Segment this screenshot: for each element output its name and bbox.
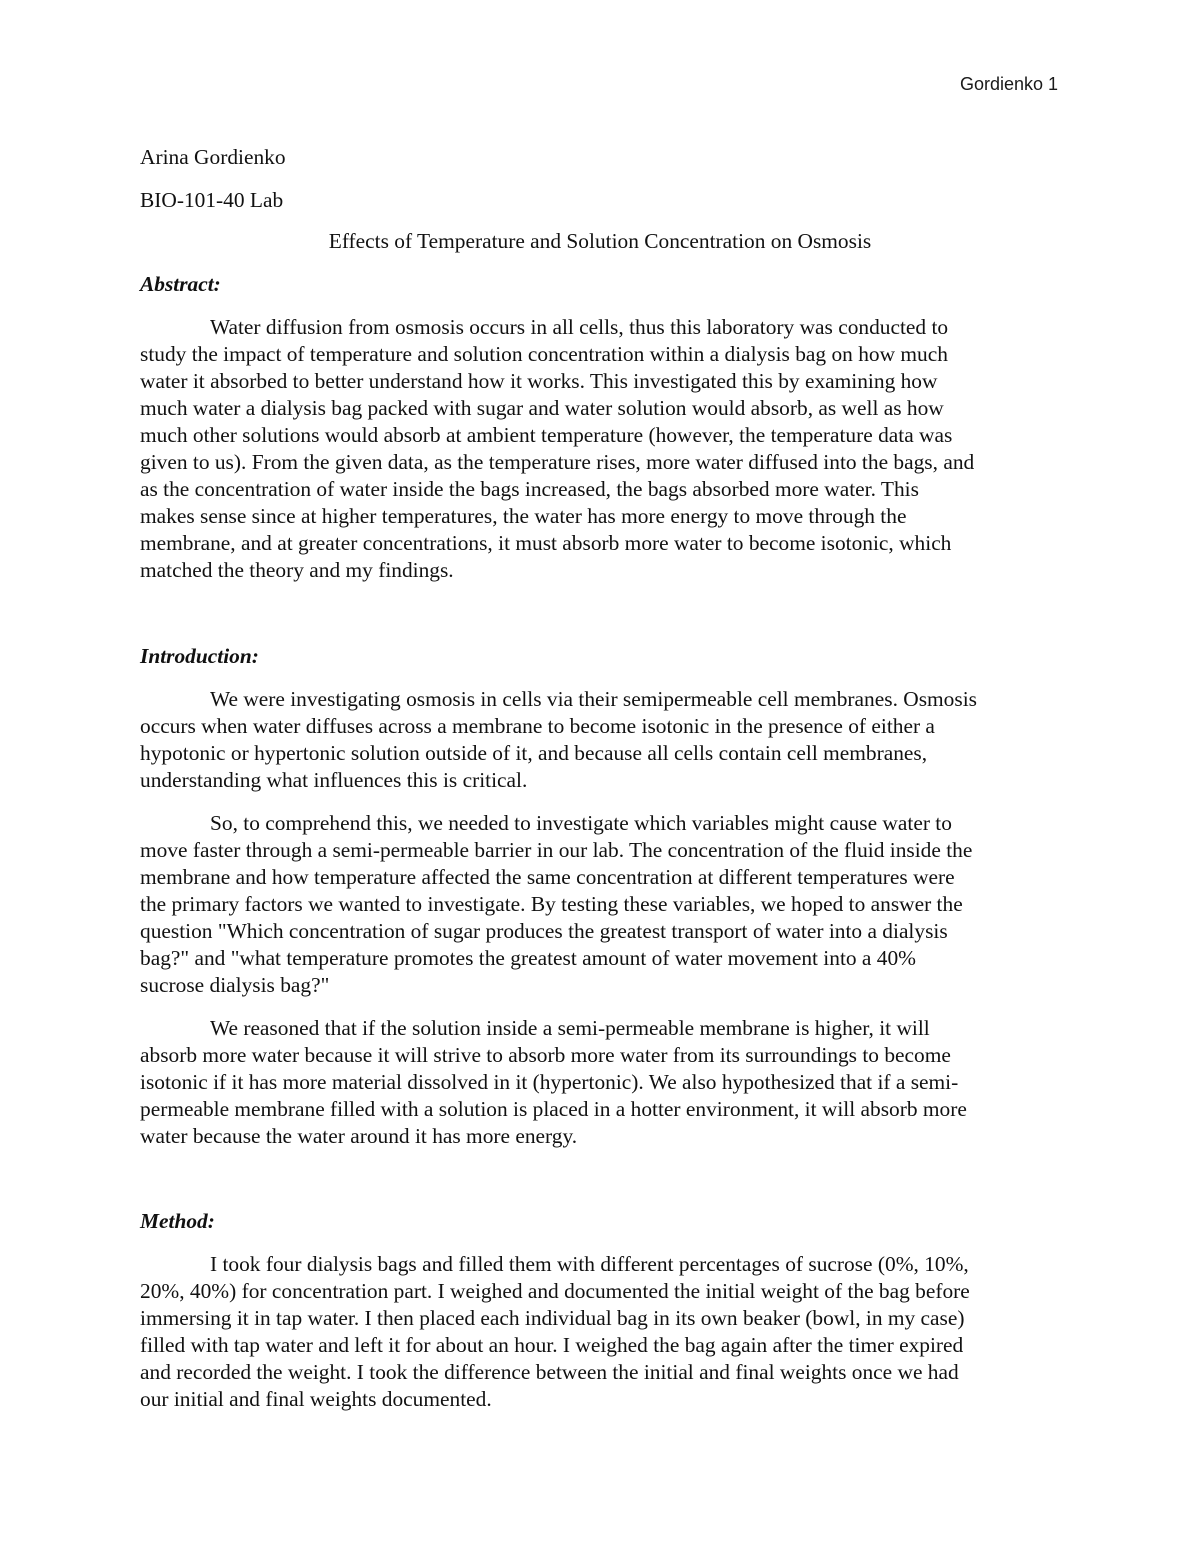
text-line: understanding what influences this is critical. [140, 768, 528, 792]
text-line: absorb more water because it will strive to absorb more water from its surroundings to become [140, 1043, 951, 1067]
text-line: 20%, 40%) for concentration part. I weighed and documented the initial weight of the bag before [140, 1279, 970, 1303]
course-name: BIO-101-40 Lab [140, 188, 284, 212]
text-line: bag?" and "what temperature promotes the greatest amount of water movement into a 40% [140, 946, 916, 970]
text-line: water it absorbed to better understand how it works. This investigated this by examining how [140, 369, 938, 393]
author-name: Arina Gordienko [140, 145, 286, 169]
introduction-paragraph-1 [140, 686, 1070, 794]
text-line: question "Which concentration of sugar produces the greatest transport of water into a dialysis [140, 919, 948, 943]
text-line: isotonic if it has more material dissolved in it (hypertonic). We also hypothesized that if a semi- [140, 1070, 959, 1094]
text-line: I took four dialysis bags and filled them with different percentages of sucrose (0%, 10%, [210, 1252, 969, 1276]
text-line: move faster through a semi-permeable barrier in our lab. The concentration of the fluid inside the [140, 838, 973, 862]
text-line: matched the theory and my findings. [140, 558, 454, 582]
introduction-heading: Introduction: [140, 644, 259, 668]
text-line: So, to comprehend this, we needed to investigate which variables might cause water to [210, 811, 952, 835]
introduction-paragraph-2 [140, 810, 1070, 999]
text-line: our initial and final weights documented. [140, 1387, 492, 1411]
text-line: We were investigating osmosis in cells via their semipermeable cell membranes. Osmosis [210, 687, 977, 711]
running-head: Gordienko 1 [959, 74, 1058, 94]
text-line: hypotonic or hypertonic solution outside of it, and because all cells contain cell membranes, [140, 741, 928, 765]
text-line: given to us). From the given data, as the temperature rises, more water diffused into the bags, and [140, 450, 975, 474]
method-paragraph [140, 1251, 1070, 1413]
introduction-paragraph-3 [140, 1015, 1070, 1150]
text-line: water because the water around it has more energy. [140, 1124, 578, 1148]
text-line: makes sense since at higher temperatures, the water has more energy to move through the [140, 504, 907, 528]
text-line: as the concentration of water inside the bags increased, the bags absorbed more water. This [140, 477, 919, 501]
text-line: We reasoned that if the solution inside a semi-permeable membrane is higher, it will [210, 1016, 930, 1040]
text-line: much water a dialysis bag packed with sugar and water solution would absorb, as well as how [140, 396, 944, 420]
text-line: much other solutions would absorb at ambient temperature (however, the temperature data was [140, 423, 953, 447]
text-line: membrane and how temperature affected the same concentration at different temperatures were [140, 865, 955, 889]
text-line: sucrose dialysis bag?" [140, 973, 330, 997]
text-line: membrane, and at greater concentrations, it must absorb more water to become isotonic, which [140, 531, 952, 555]
text-line: the primary factors we wanted to investigate. By testing these variables, we hoped to answer the [140, 892, 963, 916]
method-heading: Method: [140, 1209, 215, 1233]
text-line: filled with tap water and left it for about an hour. I weighed the bag again after the timer expired [140, 1333, 964, 1357]
paper-title: Effects of Temperature and Solution Concentration on Osmosis [328, 229, 872, 253]
text-line: immersing it in tap water. I then placed each individual bag in its own beaker (bowl, in my case) [140, 1306, 965, 1330]
abstract-heading: Abstract: [140, 272, 221, 296]
text-line: and recorded the weight. I took the difference between the initial and final weights once we had [140, 1360, 959, 1384]
text-line: permeable membrane filled with a solution is placed in a hotter environment, it will absorb more [140, 1097, 967, 1121]
text-line: Water diffusion from osmosis occurs in all cells, thus this laboratory was conducted to [210, 315, 949, 339]
abstract-paragraph [140, 314, 1070, 584]
text-line: study the impact of temperature and solution concentration within a dialysis bag on how much [140, 342, 948, 366]
text-line: occurs when water diffuses across a membrane to become isotonic in the presence of either a [140, 714, 935, 738]
